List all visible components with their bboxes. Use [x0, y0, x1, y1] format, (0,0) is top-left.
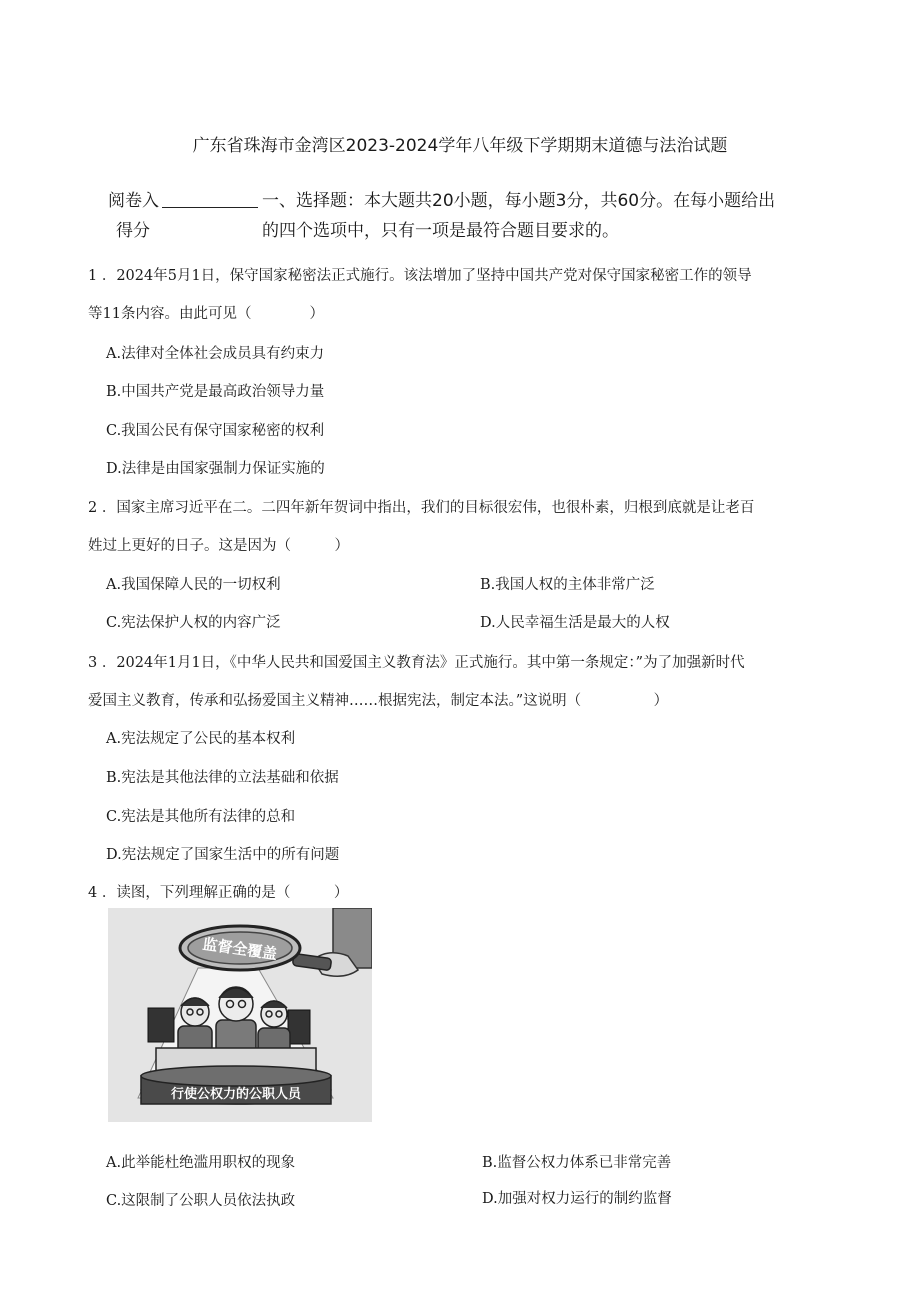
- q2-option-d[interactable]: D.人民幸福生活是最大的人权: [480, 615, 670, 631]
- question-1-line1: 1 ．2024年5月1日，保守国家秘密法正式施行。该法增加了坚持中国共产党对保守国家秘密工作的领导: [88, 268, 752, 284]
- question-1-line2: 等11条内容。由此可见（ ）: [88, 306, 324, 322]
- q1-option-b[interactable]: B.中国共产党是最高政治领导力量: [106, 384, 325, 400]
- q2-option-b[interactable]: B.我国人权的主体非常广泛: [480, 577, 655, 593]
- q4-option-b[interactable]: B.监督公权力体系已非常完善: [482, 1155, 672, 1171]
- q3-option-c[interactable]: C.宪法是其他所有法律的总和: [106, 809, 296, 825]
- section-heading-line1: 一、选择题：本大题共20小题，每小题3分，共60分。在每小题给出: [262, 191, 776, 211]
- question-4-line1: 4 ．读图，下列理解正确的是（ ）: [88, 885, 349, 901]
- q2-option-a[interactable]: A.我国保障人民的一切权利: [106, 577, 281, 593]
- document-title: 广东省珠海市金湾区2023-2024学年八年级下学期期末道德与法治试题: [192, 136, 728, 156]
- question-2-line1: 2 ．国家主席习近平在二。二四年新年贺词中指出，我们的目标很宏伟，也很朴素，归根到底就是让老百: [88, 500, 755, 516]
- q1-option-c[interactable]: C.我国公民有保守国家秘密的权利: [106, 423, 325, 439]
- section-heading-line2: 的四个选项中，只有一项是最符合题目要求的。: [262, 221, 619, 241]
- q3-option-a[interactable]: A.宪法规定了公民的基本权利: [106, 731, 296, 747]
- q3-option-d[interactable]: D.宪法规定了国家生活中的所有问题: [106, 847, 340, 863]
- q1-option-d[interactable]: D.法律是由国家强制力保证实施的: [106, 461, 325, 477]
- magnifier-label: 监督全覆盖: [201, 934, 279, 964]
- q4-option-a[interactable]: A.此举能杜绝滥用职权的现象: [106, 1155, 296, 1171]
- score-label: 得分: [116, 221, 150, 241]
- question-3-line1: 3 ．2024年1月1日，《中华人民共和国爱国主义教育法》正式施行。其中第一条规定：”为了加强新时代: [88, 655, 745, 671]
- question-2-line2: 姓过上更好的日子。这是因为（ ）: [88, 538, 349, 554]
- q3-option-b[interactable]: B.宪法是其他法律的立法基础和依据: [106, 770, 339, 786]
- cartoon-figure: [108, 908, 372, 1122]
- q2-option-c[interactable]: C.宪法保护人权的内容广泛: [106, 615, 281, 631]
- q1-option-a[interactable]: A.法律对全体社会成员具有约束力: [106, 346, 325, 362]
- reviewer-label: 阅卷入: [108, 191, 159, 211]
- platform-label: 行使公权力的公职人员: [170, 1087, 302, 1102]
- question-3-line2: 爱国主义教育，传承和弘扬爱国主义精神……根据宪法，制定本法。”这说明（ ）: [88, 693, 669, 709]
- reviewer-blank-line: [162, 207, 258, 208]
- q4-option-d[interactable]: D.加强对权力运行的制约监督: [482, 1191, 672, 1207]
- cartoon-illustration: [108, 908, 372, 1122]
- q4-option-c[interactable]: C.这限制了公职人员依法执政: [106, 1193, 296, 1209]
